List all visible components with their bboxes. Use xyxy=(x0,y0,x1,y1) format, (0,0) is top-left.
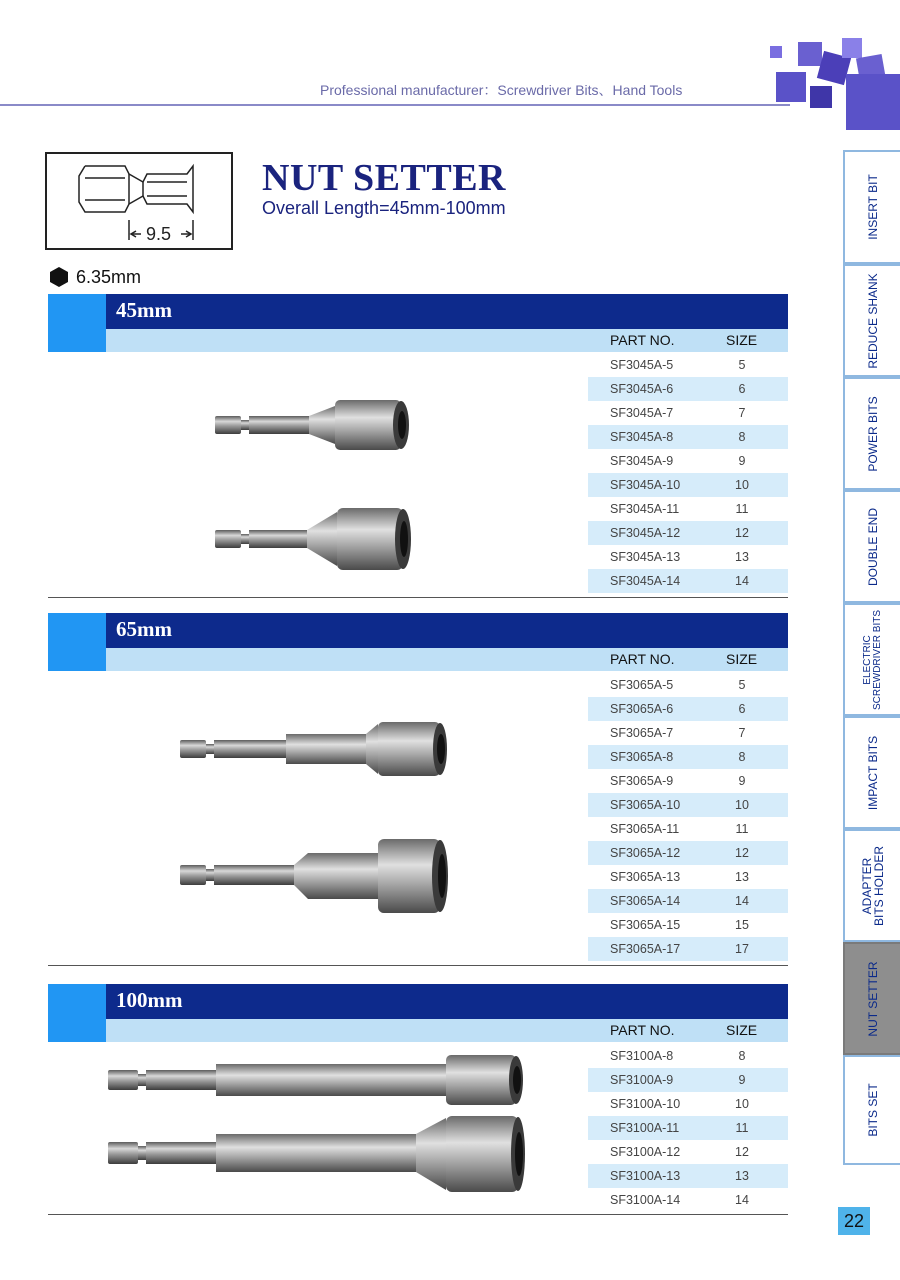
size-value: 10 xyxy=(735,798,749,812)
tab-label: REDUCE SHANK xyxy=(865,272,880,369)
part-number: SF3045A-14 xyxy=(610,574,681,588)
section-45mm xyxy=(48,294,788,599)
table-row xyxy=(588,817,788,841)
section-title: 65mm xyxy=(116,617,172,641)
section-title: 45mm xyxy=(116,298,172,322)
table-row xyxy=(588,913,788,937)
size-value: 14 xyxy=(735,894,749,908)
nut-setter-image xyxy=(106,1052,526,1108)
part-number: SF3045A-13 xyxy=(610,550,681,564)
size-value: 9 xyxy=(738,1073,746,1087)
size-value: 13 xyxy=(735,550,749,564)
table-row xyxy=(588,545,788,569)
col-size: SIZE xyxy=(726,651,758,667)
nut-setter-image xyxy=(178,718,453,778)
part-number: SF3100A-12 xyxy=(610,1145,681,1159)
part-number: SF3065A-9 xyxy=(610,774,674,788)
section-accent xyxy=(48,984,106,1042)
table-row xyxy=(588,497,788,521)
table-row xyxy=(588,697,788,721)
hex-size-row xyxy=(48,266,141,288)
tab-label-line1: ELECTRIC xyxy=(861,634,873,685)
table-row xyxy=(588,1044,788,1068)
tab-insert-bit[interactable] xyxy=(843,150,900,264)
tab-bits-set[interactable] xyxy=(843,1055,900,1165)
hex-size-label: 6.35mm xyxy=(76,266,142,287)
part-number: SF3065A-12 xyxy=(610,846,681,860)
col-part-no: PART NO. xyxy=(610,332,675,348)
size-value: 11 xyxy=(735,822,749,836)
table-row xyxy=(588,569,788,593)
nut-setter-image xyxy=(213,394,413,454)
size-value: 14 xyxy=(735,1193,749,1207)
size-value: 14 xyxy=(735,574,749,588)
tab-electric-screwdriver-bits[interactable] xyxy=(843,603,900,716)
table-row xyxy=(588,473,788,497)
part-number: SF3065A-8 xyxy=(610,750,674,764)
size-value: 13 xyxy=(735,870,749,884)
section-65mm xyxy=(48,613,788,968)
decorative-squares xyxy=(770,34,900,134)
col-part-no: PART NO. xyxy=(610,651,675,667)
header-rule xyxy=(0,104,790,106)
table-row xyxy=(588,745,788,769)
table-row xyxy=(588,449,788,473)
tab-label-line2: SCREWDRIVER BITS xyxy=(871,609,883,710)
table-row xyxy=(588,1092,788,1116)
part-number: SF3045A-8 xyxy=(610,430,674,444)
size-value: 13 xyxy=(735,1169,749,1183)
section-header xyxy=(48,984,788,1019)
section-title: 100mm xyxy=(116,988,183,1012)
table-row xyxy=(588,841,788,865)
part-number: SF3100A-11 xyxy=(610,1121,680,1135)
section-subheader xyxy=(106,1019,788,1042)
nut-setter-image xyxy=(106,1114,526,1194)
tab-label: IMPACT BITS xyxy=(865,735,880,810)
table-row xyxy=(588,401,788,425)
part-number: SF3065A-10 xyxy=(610,798,681,812)
tab-double-end[interactable] xyxy=(843,490,900,603)
dimension-label: 9.5 xyxy=(146,224,172,244)
part-number: SF3100A-14 xyxy=(610,1193,681,1207)
tab-label: NUT SETTER xyxy=(865,960,880,1037)
table-row xyxy=(588,1188,788,1212)
size-value: 15 xyxy=(735,918,749,932)
tab-label: DOUBLE END xyxy=(865,507,880,586)
tab-label: INSERT BIT xyxy=(865,174,880,240)
size-value: 12 xyxy=(735,1145,749,1159)
hexagon-icon xyxy=(48,266,70,288)
tab-label xyxy=(863,609,883,709)
part-number: SF3045A-12 xyxy=(610,526,681,540)
size-value: 8 xyxy=(738,750,746,764)
col-part-no: PART NO. xyxy=(610,1022,675,1038)
section-accent xyxy=(48,294,106,352)
tab-reduce-shank[interactable] xyxy=(843,264,900,377)
part-number: SF3100A-8 xyxy=(610,1049,674,1063)
col-size: SIZE xyxy=(726,1022,758,1038)
section-rule xyxy=(48,1214,788,1215)
table-row xyxy=(588,1068,788,1092)
table-row xyxy=(588,937,788,961)
nut-setter-image xyxy=(213,504,413,574)
size-value: 10 xyxy=(735,478,749,492)
part-number: SF3045A-10 xyxy=(610,478,681,492)
section-100mm xyxy=(48,984,788,1219)
size-value: 9 xyxy=(738,454,746,468)
table-row xyxy=(588,889,788,913)
tab-label-line2: BITS HOLDER xyxy=(871,845,886,926)
table-row xyxy=(588,673,788,697)
size-value: 8 xyxy=(738,430,746,444)
size-value: 10 xyxy=(735,1097,749,1111)
table-row xyxy=(588,1164,788,1188)
hex-diagram xyxy=(45,152,233,250)
table-row xyxy=(588,353,788,377)
nut-setter-diagram xyxy=(47,154,231,248)
size-value: 12 xyxy=(735,526,749,540)
part-number: SF3065A-11 xyxy=(610,822,680,836)
size-value: 6 xyxy=(738,382,746,396)
page-number: 22 xyxy=(838,1207,870,1235)
tab-label: POWER BITS xyxy=(865,395,880,472)
table-row xyxy=(588,377,788,401)
part-number: SF3065A-15 xyxy=(610,918,681,932)
page-title: NUT SETTER xyxy=(262,157,507,199)
table-row xyxy=(588,1116,788,1140)
section-subheader xyxy=(106,329,788,352)
section-accent xyxy=(48,613,106,671)
tab-label: BITS SET xyxy=(865,1083,880,1137)
section-header xyxy=(48,613,788,648)
size-value: 11 xyxy=(735,502,749,516)
size-value: 9 xyxy=(738,774,746,788)
table-row xyxy=(588,521,788,545)
size-value: 5 xyxy=(738,678,746,692)
table-row xyxy=(588,1140,788,1164)
tab-label-line1: ADAPTER xyxy=(859,857,874,914)
part-number: SF3045A-9 xyxy=(610,454,674,468)
header-tagline: Professional manufacturer：Screwdriver Bits、Hand Tools xyxy=(320,82,683,98)
part-number: SF3065A-17 xyxy=(610,942,681,956)
part-number: SF3045A-7 xyxy=(610,406,674,420)
size-value: 11 xyxy=(735,1121,749,1135)
table-row xyxy=(588,865,788,889)
section-rule xyxy=(48,597,788,598)
section-rule xyxy=(48,965,788,966)
size-value: 7 xyxy=(738,406,746,420)
part-number: SF3065A-13 xyxy=(610,870,681,884)
size-value: 7 xyxy=(738,726,746,740)
tab-nut-setter[interactable] xyxy=(843,942,900,1055)
nut-setter-image xyxy=(178,835,453,915)
part-number: SF3045A-11 xyxy=(610,502,680,516)
section-subheader xyxy=(106,648,788,671)
size-value: 5 xyxy=(738,358,746,372)
tab-impact-bits[interactable] xyxy=(843,716,900,829)
size-value: 6 xyxy=(738,702,746,716)
table-row xyxy=(588,769,788,793)
tab-adapter-bits-holder[interactable] xyxy=(843,829,900,942)
part-number: SF3045A-6 xyxy=(610,382,674,396)
page-subtitle: Overall Length=45mm-100mm xyxy=(262,198,506,218)
size-value: 12 xyxy=(735,846,749,860)
section-header xyxy=(48,294,788,329)
table-row xyxy=(588,793,788,817)
table-row xyxy=(588,721,788,745)
part-number: SF3045A-5 xyxy=(610,358,674,372)
tab-label xyxy=(861,845,885,925)
part-number: SF3100A-13 xyxy=(610,1169,681,1183)
table-row xyxy=(588,425,788,449)
part-number: SF3065A-6 xyxy=(610,702,674,716)
part-number: SF3065A-14 xyxy=(610,894,681,908)
size-value: 17 xyxy=(735,942,749,956)
tab-power-bits[interactable] xyxy=(843,377,900,490)
part-number: SF3065A-5 xyxy=(610,678,674,692)
part-number: SF3100A-10 xyxy=(610,1097,681,1111)
part-number: SF3065A-7 xyxy=(610,726,674,740)
size-value: 8 xyxy=(738,1049,746,1063)
col-size: SIZE xyxy=(726,332,758,348)
part-number: SF3100A-9 xyxy=(610,1073,674,1087)
